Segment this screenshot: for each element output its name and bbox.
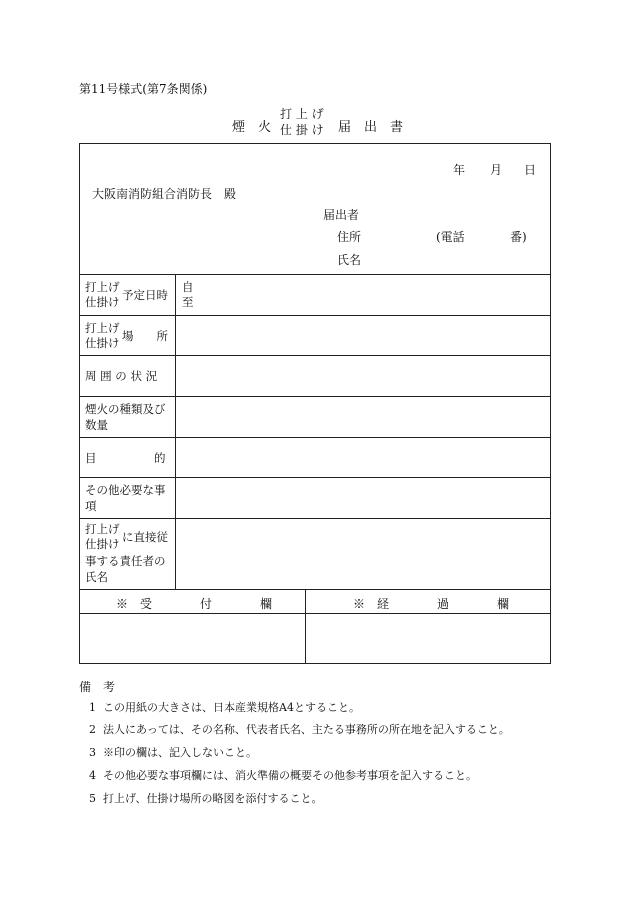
responsible-shikake: 仕掛け: [85, 537, 120, 551]
name-label: 氏名: [337, 253, 362, 267]
note-item: 3 ※印の欄は、記入しないこと。: [89, 746, 257, 759]
schedule-label: 予定日時: [122, 288, 168, 302]
date-day: 日: [524, 163, 537, 177]
schedule-to: 至: [182, 295, 194, 309]
form-number: 第11号様式(第7条関係): [79, 82, 208, 96]
schedule-shikake: 仕掛け: [85, 295, 120, 309]
fireworks-label-line1: 煙火の種類及び: [85, 402, 166, 416]
addressee: 大阪南消防組合消防長 殿: [92, 187, 237, 201]
note-item: 4 その他必要な事項欄には、消火準備の概要その他参考事項を記入すること。: [89, 769, 477, 782]
divider: [79, 437, 551, 438]
form-title: [0, 105, 630, 139]
reception-column-header: ※ 受 付 欄: [116, 597, 273, 611]
notes-title: 備 考: [79, 680, 116, 694]
receipt-column-divider: [305, 589, 306, 664]
schedule-uchiage: 打上げ: [85, 280, 120, 294]
title-stack-bottom: 仕 掛 け: [280, 123, 324, 137]
divider: [79, 315, 551, 316]
progress-column-header: ※ 経 過 欄: [353, 597, 510, 611]
surroundings-label: 周 囲 の 状 況: [85, 369, 158, 383]
purpose-label: 目 的: [85, 451, 166, 465]
date-year: 年: [453, 163, 466, 177]
divider: [79, 274, 551, 275]
divider: [79, 355, 551, 356]
divider: [79, 477, 551, 478]
phone-suffix: 番): [510, 230, 527, 244]
other-label-line1: その他必要な事: [85, 483, 166, 497]
responsible-line3: 氏名: [85, 570, 108, 584]
title-stack-top: 打 上 げ: [280, 107, 324, 121]
applicant-label: 届出者: [323, 208, 360, 222]
responsible-suffix: に直接従: [122, 530, 168, 544]
place-shikake: 仕掛け: [85, 336, 120, 350]
divider: [79, 589, 551, 590]
divider: [79, 396, 551, 397]
divider: [79, 613, 551, 614]
label-column-divider: [175, 274, 176, 589]
note-item: 2 法人にあっては、その名称、代表者氏名、主たる事務所の所在地を記入すること。: [89, 723, 510, 736]
place-label: 場 所: [122, 329, 168, 343]
phone-label: (電話: [436, 230, 465, 244]
date-month: 月: [490, 163, 503, 177]
responsible-line2: 事する責任者の: [85, 554, 166, 568]
title-left: 煙 火: [232, 120, 272, 135]
note-item: 5 打上げ、仕掛け場所の略図を添付すること。: [89, 792, 323, 805]
address-label: 住所: [337, 230, 362, 244]
title-right: 届 出 書: [338, 120, 404, 135]
schedule-from: 自: [182, 280, 194, 294]
place-uchiage: 打上げ: [85, 321, 120, 335]
note-item: 1 この用紙の大きさは、日本産業規格A4とすること。: [89, 701, 360, 714]
responsible-uchiage: 打上げ: [85, 522, 120, 536]
divider: [79, 518, 551, 519]
other-label-line2: 項: [85, 499, 97, 513]
fireworks-label-line2: 数量: [85, 418, 108, 432]
